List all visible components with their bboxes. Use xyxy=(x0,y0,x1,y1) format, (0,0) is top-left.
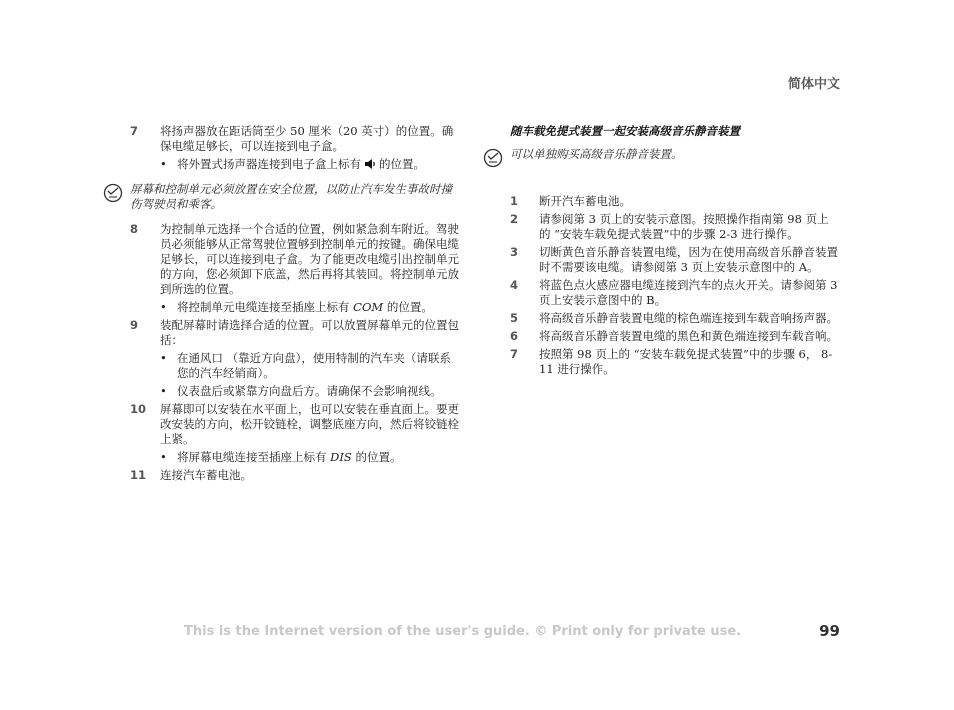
page-number: 99 xyxy=(819,622,840,640)
step-text: 断开汽车蓄电池。 xyxy=(539,194,631,208)
bullet-dot: • xyxy=(160,300,167,314)
step-text: 将扬声器放在距话筒至少 50 厘米（20 英寸）的位置。确保电缆足够长，可以连接到电子盒。 xyxy=(160,124,454,153)
step-text: 连接汽车蓄电池。 xyxy=(160,468,252,482)
note-text: 可以单独购买高级音乐静音装置。 xyxy=(510,147,683,161)
step-number: 6 xyxy=(510,329,519,343)
step-8 xyxy=(130,222,460,297)
footer-disclaimer: This is the Internet version of the user's guide. © Print only for private use. xyxy=(184,624,742,639)
step-text: 将蓝色点火感应器电缆连接到汽车的点火开关。请参阅第 3 页上安装示意图中的 B。 xyxy=(539,278,838,307)
tip-icon xyxy=(482,148,510,172)
step-number: 7 xyxy=(510,347,519,361)
step-number: 10 xyxy=(130,402,147,416)
step-8-bullet xyxy=(160,300,460,315)
port-label-dis: DIS xyxy=(330,450,352,464)
step-text: 装配屏幕时请选择合适的位置。可以放置屏幕单元的位置包括： xyxy=(160,318,459,347)
bullet-text-before: 将外置式扬声器连接到电子盒上标有 xyxy=(177,157,361,171)
right-step-6 xyxy=(510,329,840,344)
step-7 xyxy=(130,124,460,154)
step-9 xyxy=(130,318,460,348)
step-number: 1 xyxy=(510,194,519,208)
step-text: 切断黄色音乐静音装置电缆，因为在使用高级音乐静音装置时不需要该电缆。请参阅第 3 页上安装示意图中的 A。 xyxy=(539,245,838,274)
bullet-dot: • xyxy=(160,450,167,464)
bullet-text xyxy=(177,300,460,315)
speaker-icon xyxy=(364,158,376,174)
step-text: 按照第 98 页上的 “安装车载免提式装置”中的步骤 6， 8-11 进行操作。 xyxy=(539,347,833,376)
right-step-2 xyxy=(510,212,840,242)
step-7-bullet xyxy=(160,157,460,174)
step-9-bullet-2 xyxy=(160,384,460,399)
right-step-1 xyxy=(510,194,840,209)
bullet-dot: • xyxy=(160,384,167,398)
step-11 xyxy=(130,468,460,483)
step-number: 3 xyxy=(510,245,519,259)
left-column xyxy=(130,124,460,486)
bullet-text-after: 的位置。 xyxy=(379,157,425,171)
right-step-3 xyxy=(510,245,840,275)
language-label: 简体中文 xyxy=(787,77,840,92)
step-text: 将高级音乐静音装置电缆的棕色端连接到车载音响扬声器。 xyxy=(539,311,838,325)
right-step-4 xyxy=(510,278,840,308)
step-10-bullet xyxy=(160,450,460,465)
right-column xyxy=(510,124,840,380)
bullet-text-before: 将控制单元电缆连接至插座上标有 xyxy=(177,300,350,314)
bullet-text: 在通风口 （靠近方向盘），使用特制的汽车夹（请联系您的汽车经销商）。 xyxy=(177,351,451,380)
step-number: 5 xyxy=(510,311,519,325)
step-number: 11 xyxy=(130,468,147,482)
step-text: 屏幕即可以安装在水平面上，也可以安装在垂直面上。要更改安装的方向，松开铰链栓，调整底座方向，然后将铰链栓上紧。 xyxy=(160,402,459,446)
bullet-text xyxy=(177,157,460,174)
bullet-text xyxy=(177,450,460,465)
step-text: 将高级音乐静音装置电缆的黑色和黄色端连接到车载音响。 xyxy=(539,329,838,343)
step-text: 请参阅第 3 页上的安装示意图。按照操作指南第 98 页上的 “安装车载免提式装置”中的步骤 2-3 进行操作。 xyxy=(539,212,829,241)
bullet-text-after: 的位置。 xyxy=(355,450,402,464)
step-number: 8 xyxy=(130,222,139,236)
safety-note xyxy=(102,182,460,212)
step-10 xyxy=(130,402,460,447)
bullet-dot: • xyxy=(160,157,167,171)
step-number: 2 xyxy=(510,212,519,226)
right-step-5 xyxy=(510,311,840,326)
step-number: 4 xyxy=(510,278,519,292)
step-9-bullet-1 xyxy=(160,351,460,381)
port-label-com: COM xyxy=(353,300,384,314)
note-text: 屏幕和控制单元必须放置在安全位置，以防止汽车发生事故时撞伤驾驶员和乘客。 xyxy=(130,182,452,211)
step-number: 7 xyxy=(130,124,139,138)
step-number: 9 xyxy=(130,318,139,332)
section-heading: 随车载免提式装置一起安装高级音乐静音装置 xyxy=(510,124,740,138)
bullet-text: 仪表盘后或紧靠方向盘后方。请确保不会影响视线。 xyxy=(177,384,442,398)
step-text: 为控制单元选择一个合适的位置，例如紧急刹车附近。驾驶员必须能够从正常驾驶位置够到控制单元的按键。确保电缆足够长，可以连接到电子盒。为了能更改电缆引出控制单元的方向，您必须卸下底盖，然后再将其装回。将控制单元放到所选的位置。 xyxy=(160,222,459,296)
bullet-text-before: 将屏幕电缆连接至插座上标有 xyxy=(177,450,327,464)
tip-icon xyxy=(102,183,130,207)
purchase-note xyxy=(482,147,840,172)
bullet-text-after: 的位置。 xyxy=(386,300,433,314)
right-step-7 xyxy=(510,347,840,377)
bullet-dot: • xyxy=(160,351,167,365)
